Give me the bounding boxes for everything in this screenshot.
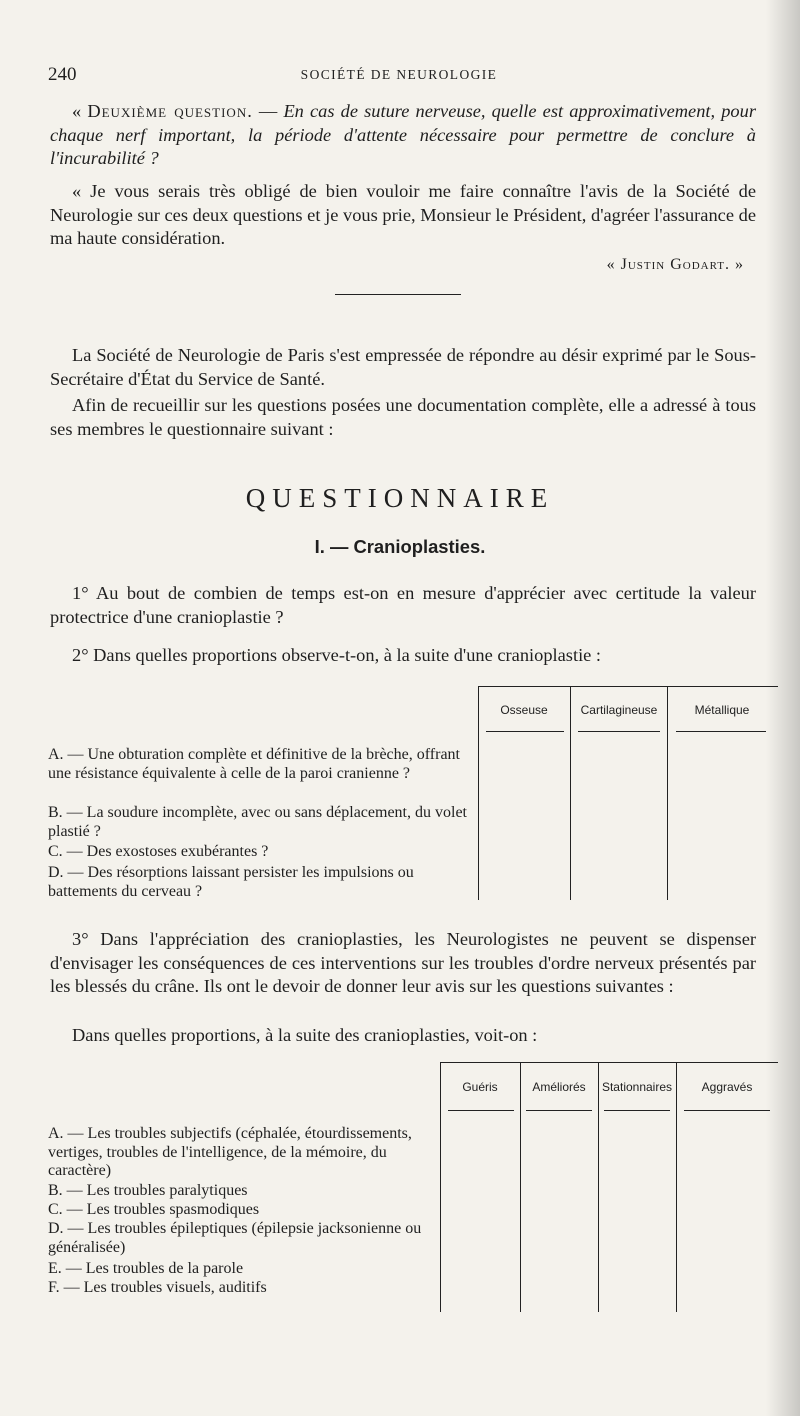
intro-paragraph-1: La Société de Neurologie de Paris s'est empressée de répondre au désir exprimé par le Sous-Secrétaire d'État du Service de Santé.: [50, 345, 756, 389]
column-header: Guéris: [462, 1080, 498, 1094]
table-row: F. — Les troubles visuels, auditifs: [48, 1279, 267, 1296]
running-title: SOCIÉTÉ DE NEUROLOGIE: [300, 67, 498, 82]
question-2: 2° Dans quelles proportions observe-t-on, à la suite d'une cranioplastie :: [72, 645, 602, 665]
table-row: A. — Une obturation complète et définitive de la brèche, offrant une résistance équivalente à celle de la paroi cranienne ?: [48, 746, 460, 782]
table-row: D. — Des résorptions laissant persister les impulsions ou battements du cerveau ?: [48, 864, 414, 900]
table-row: C. — Des exostoses exubérantes ?: [48, 843, 269, 860]
question-label: Deuxième question.: [87, 101, 253, 121]
question-1: 1° Au bout de combien de temps est-on en mesure d'apprécier avec certitude la valeur protectrice d'une cranioplastie ?: [50, 583, 756, 627]
letter-closing: « Je vous serais très obligé de bien vouloir me faire connaître l'avis de la Société de Neurologie sur ces deux questions et je vous prie, Monsieur le Président, d'agréer l'assurance de ma haute considération.: [50, 181, 756, 249]
page-header: [48, 64, 750, 90]
page-number: 240: [48, 64, 77, 85]
table-row: A. — Les troubles subjectifs (céphalée, étourdissements, vertiges, troubles de l'intelligence, de la mémoire, du caractère): [48, 1125, 412, 1180]
intro-paragraph-2: Afin de recueillir sur les questions posées une documentation complète, elle a adressé à tous ses membres le questionnaire suivant :: [50, 395, 756, 439]
section-title: I. — Cranioplasties.: [314, 536, 486, 557]
column-header: Osseuse: [500, 703, 548, 717]
column-header: Stationnaires: [601, 1080, 673, 1094]
signature: « Justin Godart. »: [606, 256, 744, 273]
question-3: 3° Dans l'appréciation des cranioplasties, les Neurologistes ne peuvent se dispenser d'envisager les conséquences de ces interventions sur les troubles d'ordre nerveux présentés par les blessés du crâne. Ils ont le devoir de donner leur avis sur les questions suivantes :: [50, 929, 756, 997]
table-row: B. — Les troubles paralytiques: [48, 1182, 248, 1199]
column-header: Cartilagineuse: [580, 703, 658, 717]
separator-line: [335, 294, 461, 295]
question-text: En cas de suture nerveuse, quelle est approximativement, pour chaque nerf important, la période d'attente nécessaire pour permettre de conclure à l'incurabilité ?: [50, 101, 756, 169]
table-row: D. — Les troubles épileptiques (épilepsie jacksonienne ou généralisée): [48, 1220, 422, 1256]
question-3-prompt: Dans quelles proportions, à la suite des cranioplasties, voit-on :: [72, 1025, 538, 1045]
questionnaire-title: QUESTIONNAIRE: [245, 483, 555, 513]
column-header: Améliorés: [532, 1080, 586, 1094]
letter-question-2: « Deuxième question. — En cas de suture nerveuse, quelle est approximativement, pour chaque nerf important, la période d'attente nécessaire pour permettre de conclure à l'incurabilité ?: [50, 101, 756, 169]
column-header: Métallique: [694, 703, 750, 717]
table-row: C. — Les troubles spasmodiques: [48, 1201, 260, 1218]
table-row: E. — Les troubles de la parole: [48, 1260, 244, 1277]
column-header: Aggravés: [701, 1080, 753, 1094]
table-row: B. — La soudure incomplète, avec ou sans déplacement, du volet plastié ?: [48, 804, 467, 840]
